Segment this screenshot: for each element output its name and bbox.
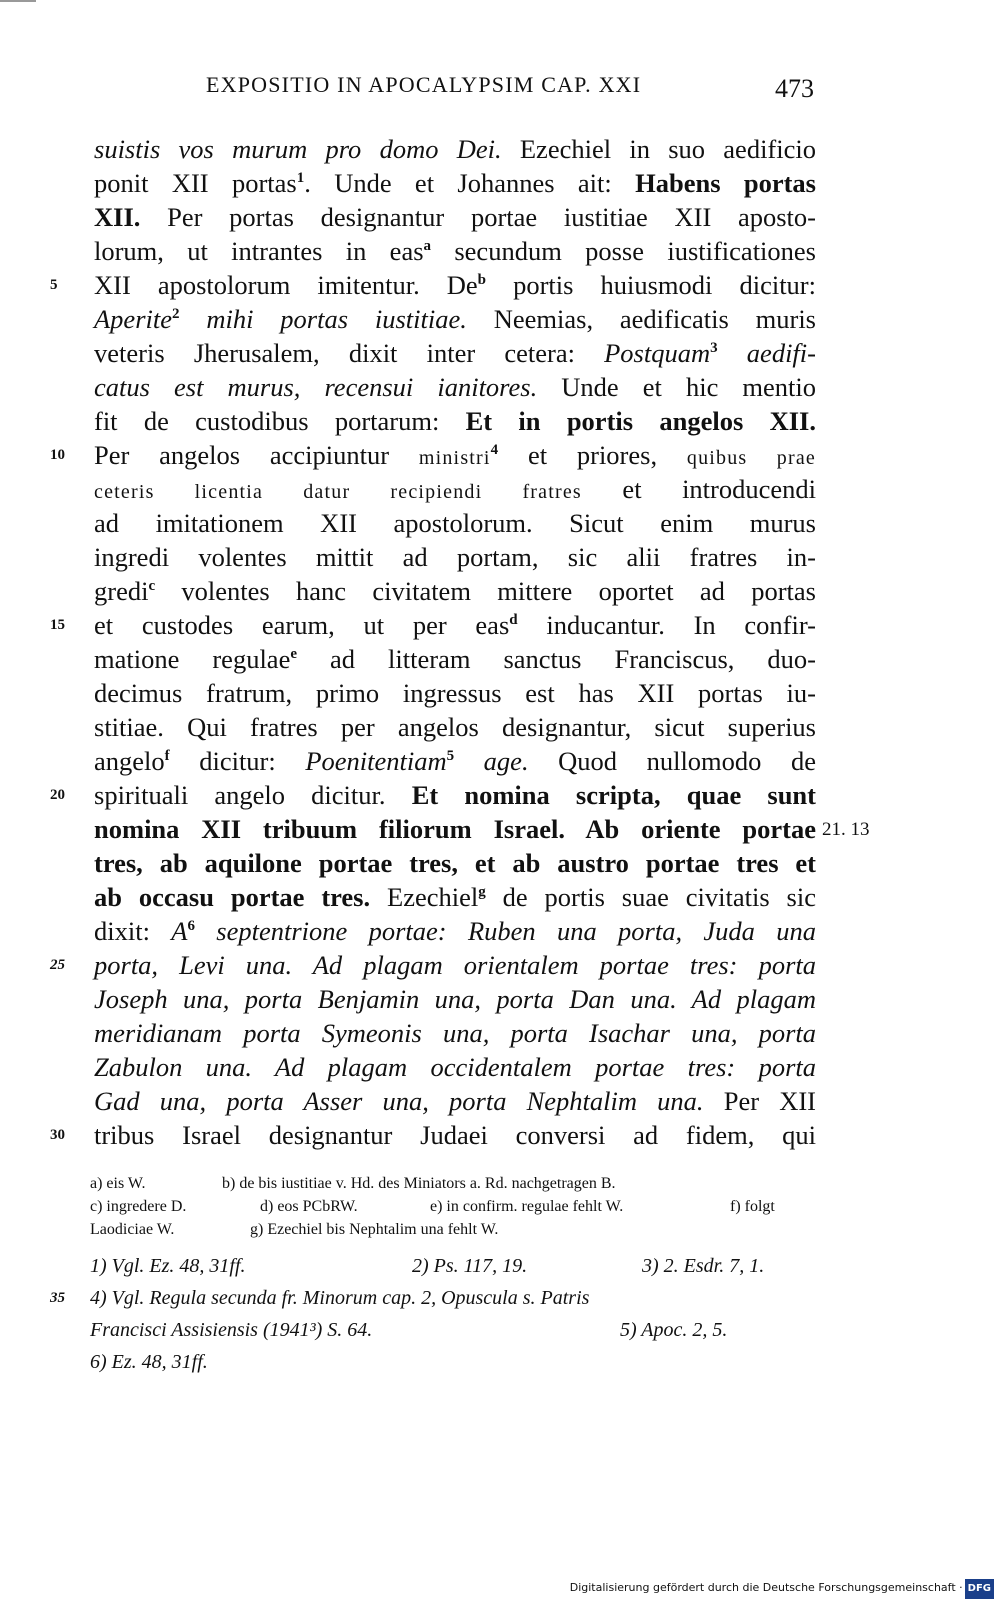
footnote-ref: 4 <box>490 442 499 458</box>
line-number: 5 <box>50 277 58 293</box>
variant-ref: d <box>509 612 518 628</box>
footnote: 2) Ps. 117, 19. <box>412 1255 528 1277</box>
text-line: 10 Per angelos accipiuntur ministri$^4$ et priores, quibus prae <box>50 440 816 470</box>
text-line: Gad una, porta Asser una, porta Nephtalim una. Per XII <box>94 1086 816 1116</box>
scan-corner-mark <box>0 0 36 2</box>
apparatus-note: a) eis W. <box>90 1175 146 1192</box>
footnote: 6) Ez. 48, 31ff. <box>90 1351 208 1373</box>
variant-ref: g <box>478 884 486 900</box>
footnote: 4) Vgl. Regula secunda fr. Minorum cap. 2, Opuscula s. Patris <box>90 1287 590 1309</box>
text-line: ab occasu portae tres. Ezechiel$^g$ de portis suae civitatis sic <box>94 882 816 912</box>
footnote: 1) Vgl. Ez. 48, 31ff. <box>90 1255 246 1277</box>
text-line: matione regulae$^e$ ad litteram sanctus Franciscus, duo- <box>94 644 816 674</box>
line-number: 10 <box>50 447 65 463</box>
text-line: 25 porta, Levi una. Ad plagam orientalem portae tres: porta <box>50 950 816 980</box>
credit-text: Digitalisierung gefördert durch die Deutsche Forschungsgemeinschaft · <box>569 1581 963 1594</box>
footnote-ref: 6 <box>187 918 195 934</box>
text-line: tres, ab aquilone portae tres, et ab austro portae tres et <box>94 848 816 878</box>
text-line: Zabulon una. Ad plagam occidentalem portae tres: porta <box>94 1052 816 1082</box>
footnote-ref: 1 <box>296 170 305 186</box>
footnote: 5) Apoc. 2, 5. <box>620 1319 728 1341</box>
line-number: 15 <box>50 617 65 633</box>
apparatus-note: d) eos PCbRW. <box>260 1198 358 1215</box>
footnote: 3) 2. Esdr. 7, 1. <box>642 1255 765 1277</box>
text-line: ad imitationem XII apostolorum. Sicut enim murus <box>94 508 816 538</box>
apparatus-note: g) Ezechiel bis Nephtalim una fehlt W. <box>250 1221 499 1238</box>
variant-ref: a <box>423 238 432 254</box>
text-line: Aperite$^2$ mihi portas iustitiae. Neemias, aedificatis muris <box>94 304 816 334</box>
text-line: 5 XII apostolorum imitentur. De$^b$ portis huiusmodi dicitur: <box>50 270 816 300</box>
text-line: meridianam porta Symeonis una, porta Isachar una, porta <box>94 1018 816 1048</box>
text-line: veteris Jherusalem, dixit inter cetera: Postquam$^3$ aedifi- <box>94 338 816 368</box>
margin-reference: 21. 13 <box>822 819 870 840</box>
text-line: decimus fratrum, primo ingressus est has XII portas iu- <box>94 678 816 708</box>
text-line: 20 spirituali angelo dicitur. Et nomina scripta, quae sunt <box>50 780 817 810</box>
variant-ref: c <box>148 578 156 594</box>
text-line: 30 tribus Israel designantur Judaei conversi ad fidem, qui <box>50 1120 816 1150</box>
line-number: 30 <box>50 1127 65 1143</box>
variant-ref: f <box>164 748 170 764</box>
line-number: 20 <box>50 787 65 803</box>
text-line: stitiae. Qui fratres per angelos designantur, sicut superius <box>94 712 816 742</box>
footnote: Francisci Assisiensis (1941³) S. 64. <box>90 1319 373 1341</box>
text-line: 15 et custodes earum, ut per eas$^d$ inducantur. In confir- <box>50 610 816 640</box>
text-line: catus est murus, recensui ianitores. Unde et hic mentio <box>94 372 817 402</box>
text-line: XII. Per portas designantur portae iustitiae XII aposto- <box>94 202 816 232</box>
footnotes <box>50 1250 816 1378</box>
footnote-ref: 5 <box>446 748 455 764</box>
page-number: 473 <box>775 74 814 103</box>
dfg-logo: DFG <box>965 1579 994 1599</box>
text-line: fit de custodibus portarum: Et in portis angelos XII. <box>94 406 816 436</box>
text-line: suistis vos murum pro domo Dei. Ezechiel in suo aedificio <box>94 134 816 164</box>
text-line: dixit: $A^6$ septentrione portae: Ruben una porta, Juda una <box>94 916 816 946</box>
text-line: lorum, ut intrantes in eas$^a$ secundum posse iustificationes <box>94 236 816 266</box>
text-line: angelo$^f$ dicitur: Poenitentiam$^5$ age. Quod nullomodo de <box>94 746 816 776</box>
text-line: gredi$^c$ volentes hanc civitatem mittere oportet ad portas <box>94 576 816 606</box>
footnote-ref: 3 <box>710 340 718 356</box>
main-text <box>50 132 870 1152</box>
text-line: Joseph una, porta Benjamin una, porta Dan una. Ad plagam <box>94 984 816 1014</box>
footnote-ref: 2 <box>172 306 180 322</box>
apparatus-note: f) folgt <box>730 1198 775 1215</box>
apparatus-note: e) in confirm. regulae fehlt W. <box>430 1198 624 1215</box>
variant-ref: e <box>290 646 298 662</box>
text-line: ingredi volentes mittit ad portam, sic alii fratres in- <box>94 542 816 572</box>
digitization-credit <box>570 1578 994 1598</box>
running-title: EXPOSITIO IN APOCALYPSIM CAP. XXI <box>206 72 642 97</box>
apparatus-note: Laodiciae W. <box>90 1221 175 1238</box>
variant-ref: b <box>477 272 487 288</box>
text-line: nomina XII tribuum filiorum Israel. Ab oriente portae 21. 13 <box>94 812 816 846</box>
text-line: ceteris licentia datur recipiendi fratres et introducendi <box>94 474 817 504</box>
line-number: 25 <box>50 957 65 973</box>
critical-apparatus <box>90 1172 816 1241</box>
page-header <box>96 72 816 102</box>
apparatus-note: c) ingredere D. <box>90 1198 187 1215</box>
text-line: ponit XII portas$^1$. Unde et Johannes ait: Habens portas <box>94 168 816 198</box>
apparatus-note: b) de bis iustitiae v. Hd. des Miniators a. Rd. nachgetragen B. <box>222 1175 616 1192</box>
line-number: 35 <box>50 1290 65 1306</box>
